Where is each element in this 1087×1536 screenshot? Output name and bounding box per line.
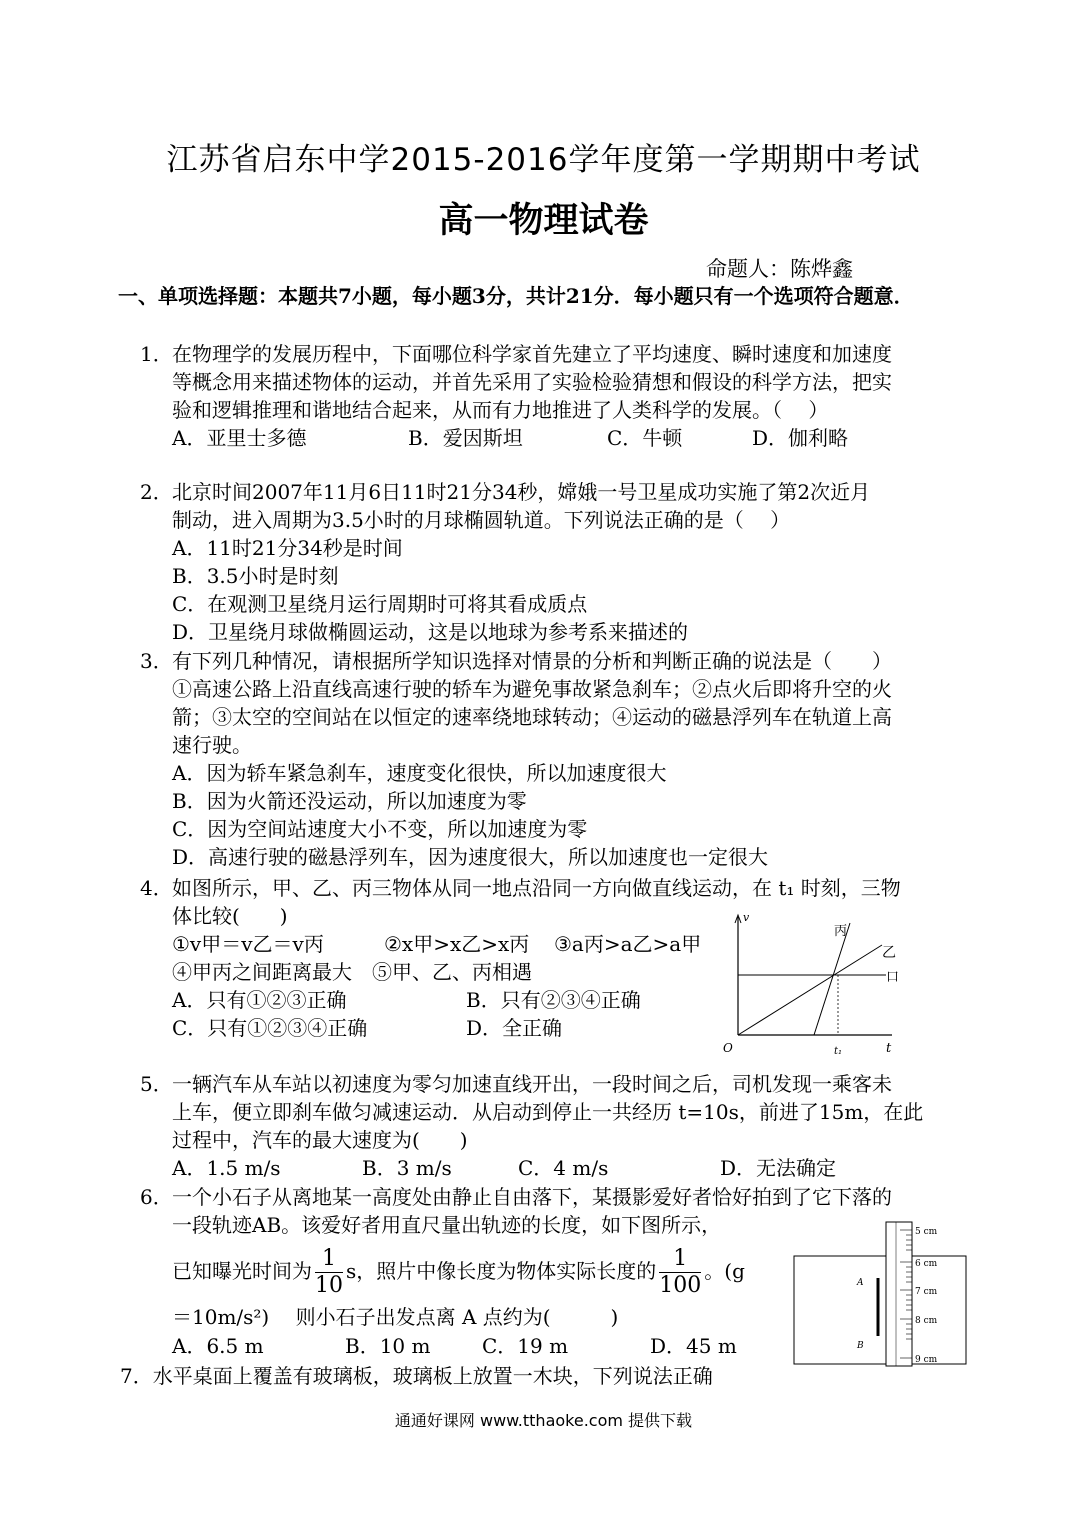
option-a: A．1.5 m/s bbox=[172, 1156, 281, 1180]
option-a: A．因为轿车紧急刹车，速度变化很快，所以加速度很大 bbox=[172, 761, 667, 785]
question-text: 箭；③太空的空间站在以恒定的速率绕地球转动；④运动的磁悬浮列车在轨道上高 bbox=[172, 705, 892, 729]
option-c: C．19 m bbox=[482, 1334, 569, 1358]
option-a: A．只有①②③正确 bbox=[172, 988, 347, 1012]
question-number: 5． bbox=[140, 1072, 173, 1096]
ruler-photo-figure bbox=[790, 1218, 970, 1368]
point-b-label: B bbox=[857, 1341, 864, 1351]
option-b: B．只有②③④正确 bbox=[466, 988, 641, 1012]
option-d: D．高速行驶的磁悬浮列车，因为速度很大，所以加速度也一定很大 bbox=[172, 845, 769, 869]
question-text: 制动，进入周期为3.5小时的月球椭圆轨道。下列说法正确的是（ ） bbox=[172, 508, 791, 532]
ruler-mark-7cm: 7 cm bbox=[915, 1287, 938, 1297]
question-text: 一个小石子从离地某一高度处由静止自由落下，某摄影爱好者恰好拍到了它下落的 bbox=[172, 1185, 892, 1209]
point-a-label: A bbox=[857, 1278, 864, 1288]
text-segment: s，照片中像长度为物体实际长度的 bbox=[346, 1259, 657, 1283]
option-c: C．只有①②③④正确 bbox=[172, 1016, 368, 1040]
question-text: 北京时间2007年11月6日11时21分34秒，嫦娥一号卫星成功实施了第2次近月 bbox=[172, 480, 871, 504]
question-text: ①高速公路上沿直线高速行驶的轿车为避免事故紧急刹车；②点火后即将升空的火 bbox=[172, 677, 892, 701]
subject-title: 高一物理试卷 bbox=[438, 201, 649, 241]
fraction-numerator: 1 bbox=[659, 1246, 701, 1273]
question-7: 7．水平桌面上覆盖有玻璃板，玻璃板上放置一木块，下列说法正确 bbox=[120, 1364, 713, 1388]
option-d: D．卫星绕月球做椭圆运动，这是以地球为参考系来描述的 bbox=[172, 620, 689, 644]
option-a: A．11时21分34秒是时间 bbox=[172, 536, 403, 560]
question-text: 速行驶。 bbox=[172, 733, 252, 757]
option-b: B．3.5小时是时刻 bbox=[172, 564, 339, 588]
option-c: C．在观测卫星绕月运行周期时可将其看成质点 bbox=[172, 592, 588, 616]
ruler bbox=[886, 1222, 912, 1366]
ruler-mark-9cm: 9 cm bbox=[915, 1355, 938, 1365]
statement-2: ②x甲>x乙>x丙 bbox=[384, 932, 530, 956]
footer-source: 通通好课网 www.tthaoke.com 提供下载 bbox=[394, 1411, 693, 1430]
ruler-mark-8cm: 8 cm bbox=[915, 1316, 938, 1326]
option-c: C．因为空间站速度大小不变，所以加速度为零 bbox=[172, 817, 588, 841]
option-b: B．3 m/s bbox=[362, 1156, 452, 1180]
label-yi: 乙 bbox=[882, 945, 896, 961]
ruler-mark-6cm: 6 cm bbox=[915, 1259, 938, 1269]
v-axis-label: v bbox=[743, 911, 750, 924]
photo-frame bbox=[794, 1256, 966, 1364]
question-text: 有下列几种情况，请根据所学知识选择对情景的分析和判断正确的说法是（ ） bbox=[172, 649, 892, 673]
question-text: 一辆汽车从车站以初速度为零匀加速直线开出，一段时间之后，司机发现一乘客未 bbox=[172, 1072, 892, 1096]
author-line: 命题人：陈烨鑫 bbox=[706, 257, 853, 281]
question-number: 2． bbox=[140, 480, 173, 504]
option-d: D．伽利略 bbox=[752, 426, 849, 450]
question-text: 验和逻辑推理和谐地结合起来，从而有力地推进了人类科学的发展。（ ） bbox=[172, 398, 829, 422]
fraction-exposure-time bbox=[315, 1246, 343, 1299]
question-number: 6． bbox=[140, 1185, 173, 1209]
text-segment: 。(g bbox=[704, 1259, 745, 1283]
question-text: ＝10m/s²) 则小石子出发点离 A 点约为( ) bbox=[172, 1305, 619, 1329]
question-number: 4． bbox=[140, 876, 173, 900]
option-b: B．爱因斯坦 bbox=[408, 426, 523, 450]
question-text: 上车，便立即刹车做匀减速运动．从启动到停止一共经历 t=10s，前进了15m，在此 bbox=[172, 1100, 924, 1124]
question-text: 体比较( ) bbox=[172, 904, 288, 928]
question-number: 3． bbox=[140, 649, 173, 673]
option-b: B．因为火箭还没运动，所以加速度为零 bbox=[172, 789, 527, 813]
origin-label: O bbox=[723, 1041, 733, 1055]
fraction-scale bbox=[659, 1246, 701, 1299]
option-a: A．亚里士多德 bbox=[172, 426, 307, 450]
line-bing bbox=[814, 923, 850, 1035]
statement-1: ①v甲＝v乙＝v丙 bbox=[172, 932, 324, 956]
question-text: 一段轨迹AB。该爱好者用直尺量出轨迹的长度，如下图所示， bbox=[172, 1213, 722, 1237]
fraction-denominator: 100 bbox=[659, 1273, 702, 1298]
vt-graph bbox=[716, 905, 906, 1060]
ruler-mark-5cm: 5 cm bbox=[915, 1227, 938, 1237]
question-number: 1． bbox=[140, 342, 173, 366]
school-exam-title: 江苏省启东中学2015-2016学年度第一学期期中考试 bbox=[166, 142, 921, 178]
question-text: 等概念用来描述物体的运动，并首先采用了实验检验猜想和假设的科学方法，把实 bbox=[172, 370, 892, 394]
question-text: 如图所示，甲、乙、丙三物体从同一地点沿同一方向做直线运动，在 t₁ 时刻，三物 bbox=[172, 876, 901, 900]
fraction-denominator: 10 bbox=[315, 1273, 343, 1298]
t-axis-label: t bbox=[886, 1041, 892, 1056]
label-jia: 口 bbox=[886, 970, 900, 985]
text-segment: 已知曝光时间为 bbox=[172, 1259, 312, 1283]
question-text: 在物理学的发展历程中，下面哪位科学家首先建立了平均速度、瞬时速度和加速度 bbox=[172, 342, 892, 366]
label-bing: 丙 bbox=[834, 924, 848, 939]
option-d: D．无法确定 bbox=[720, 1156, 837, 1180]
option-c: C．牛顿 bbox=[607, 426, 683, 450]
question-text: 过程中，汽车的最大速度为( ) bbox=[172, 1128, 468, 1152]
section-heading: 一、单项选择题：本题共7小题，每小题3分，共计21分．每小题只有一个选项符合题意． bbox=[118, 284, 914, 308]
option-c: C．4 m/s bbox=[518, 1156, 609, 1180]
fraction-numerator: 1 bbox=[315, 1246, 343, 1273]
t1-label: t₁ bbox=[834, 1046, 843, 1057]
option-d: D．45 m bbox=[650, 1334, 737, 1358]
statements-4-5: ④甲丙之间距离最大 ⑤甲、乙、丙相遇 bbox=[172, 960, 532, 984]
option-d: D．全正确 bbox=[466, 1016, 563, 1040]
option-b: B．10 m bbox=[345, 1334, 431, 1358]
statement-3: ③a丙>a乙>a甲 bbox=[554, 932, 702, 956]
line-yi bbox=[738, 945, 882, 1035]
question-text-with-fractions bbox=[172, 1244, 745, 1299]
option-a: A．6.5 m bbox=[172, 1334, 264, 1358]
